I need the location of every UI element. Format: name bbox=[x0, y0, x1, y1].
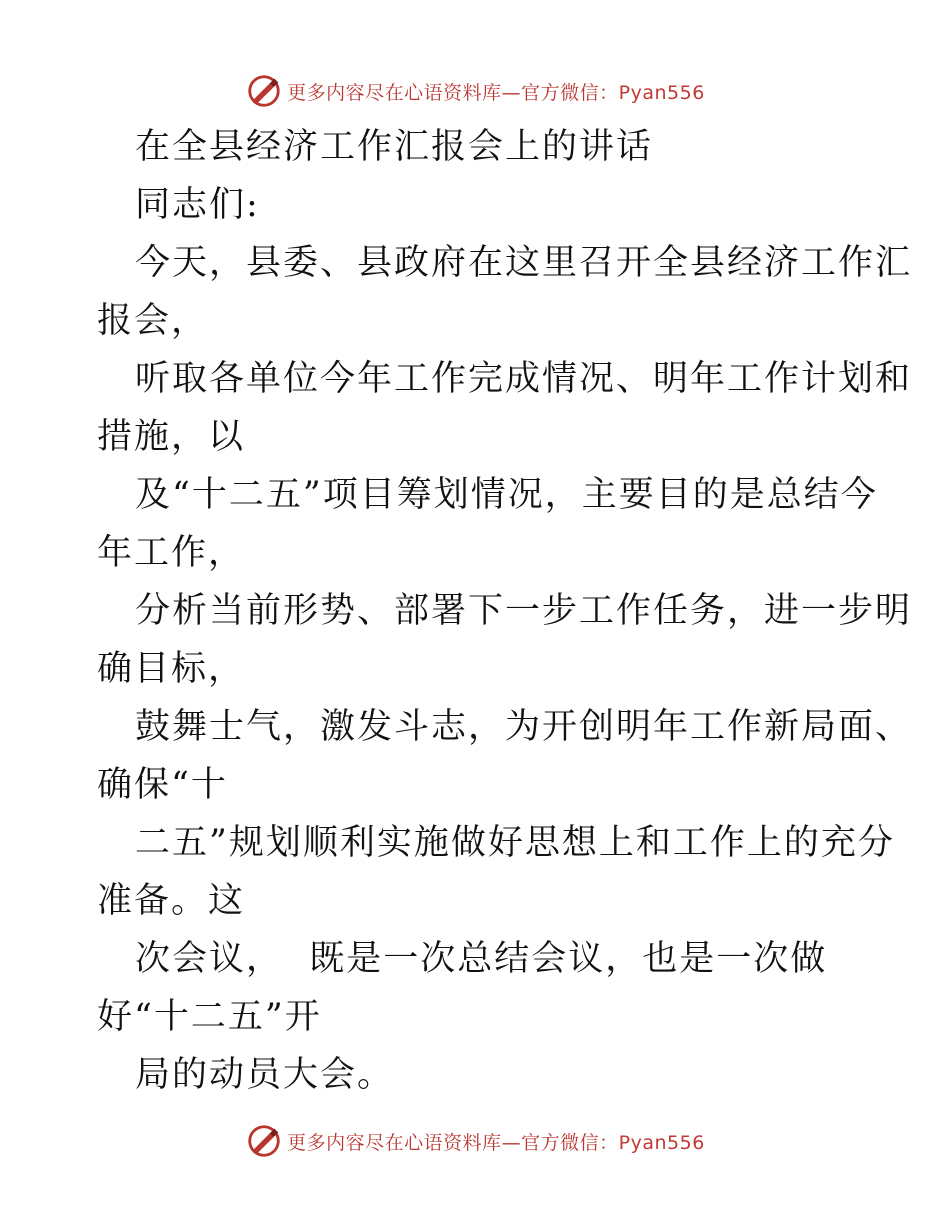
paragraph-line: 分析当前形势、部署下一步工作任务，进一步明 bbox=[135, 591, 913, 631]
header-watermark bbox=[0, 71, 950, 111]
paragraph-line: 好“十二五”开 bbox=[97, 997, 322, 1037]
paragraph-line: 年工作， bbox=[97, 533, 246, 573]
paragraph-line: 今天，县委、县政府在这里召开全县经济工作汇 bbox=[135, 243, 913, 283]
document-title: 在全县经济工作汇报会上的讲话 bbox=[135, 127, 654, 167]
footer-watermark bbox=[0, 1121, 950, 1161]
paragraph-line: 局的动员大会。 bbox=[135, 1055, 395, 1095]
paragraph-line: 报会， bbox=[97, 301, 209, 341]
paragraph-line: 确目标， bbox=[97, 649, 246, 689]
paragraph-line: 确保“十 bbox=[97, 765, 228, 805]
pen-logo-icon bbox=[245, 72, 283, 110]
pen-logo-icon bbox=[245, 1122, 283, 1160]
paragraph-line: 措施，以 bbox=[97, 417, 246, 457]
document-body bbox=[97, 118, 913, 1104]
watermark-text: 更多内容尽在心语资料库—官方微信：Pyan556 bbox=[287, 1131, 705, 1154]
paragraph-line: 及“十二五”项目筹划情况，主要目的是总结今 bbox=[135, 475, 878, 515]
salutation: 同志们: bbox=[135, 185, 260, 225]
paragraph-line: 准备。这 bbox=[97, 881, 246, 921]
watermark-text: 更多内容尽在心语资料库—官方微信：Pyan556 bbox=[287, 81, 705, 104]
paragraph-line: 鼓舞士气，激发斗志，为开创明年工作新局面、 bbox=[135, 707, 913, 747]
paragraph-line: 次会议， 既是一次总结会议，也是一次做 bbox=[135, 939, 828, 979]
paragraph-line: 二五”规划顺利实施做好思想上和工作上的充分 bbox=[135, 823, 895, 863]
paragraph-line: 听取各单位今年工作完成情况、明年工作计划和 bbox=[135, 359, 913, 399]
